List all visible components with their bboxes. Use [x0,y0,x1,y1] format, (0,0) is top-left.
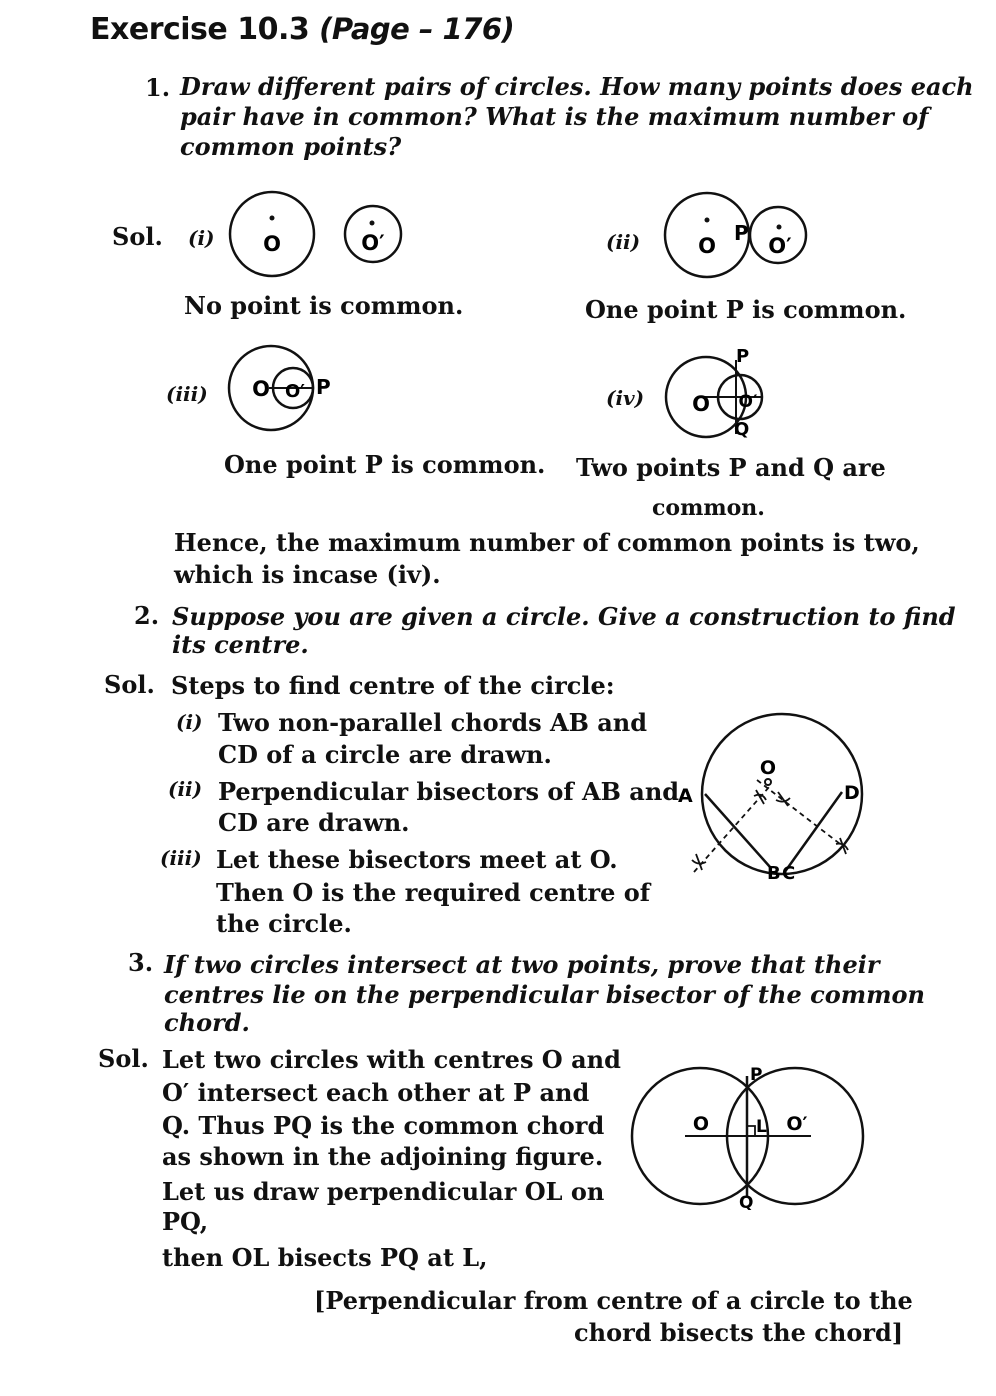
q1-conclusion-line-1: Hence, the maximum number of common points is two, [174,528,920,557]
q1-line-2: pair have in common? What is the maximum number of [180,102,929,131]
q1-number: 1. [145,73,171,102]
q3-line-2: centres lie on the perpendicular bisector of the common [164,980,925,1009]
q1-line-1: Draw different pairs of circles. How many points does each [180,72,974,101]
q1-sol-label: Sol. [112,222,163,251]
label-o-prime: O′ [284,381,306,402]
q2-step-2-line-2: CD are drawn. [218,808,410,837]
q3-body-line-5: Let us draw perpendicular OL on [162,1177,605,1206]
q2-number: 2. [134,601,160,630]
label-b: B [767,863,781,884]
label-o: O [692,1113,710,1135]
label-o-prime: O′ [786,1113,808,1135]
label-o-prime: O′ [768,234,792,258]
exercise-number: Exercise 10.3 [90,12,310,47]
bisector-ab [694,786,770,872]
case-iv-label: (iv) [606,386,645,410]
centre-dot [270,216,275,221]
q3-line-1: If two circles intersect at two points, prove that their [164,950,880,979]
label-a: A [678,785,693,807]
label-p: P [750,1065,763,1085]
q3-body-line-6: PQ, [162,1207,209,1236]
centre-point [765,779,771,785]
label-d: D [844,782,860,804]
label-o-prime: O′ [738,392,758,412]
construction-arcs [692,790,848,870]
case-ii-caption: One point P is common. [585,295,907,324]
q2-sol-label: Sol. [104,670,155,699]
q3-body-line-3: Q. Thus PQ is the common chord [162,1111,605,1140]
figure-intersecting-circles [625,1060,870,1210]
label-p: P [736,346,750,367]
figure-case-iii [225,340,345,436]
centre-dot-prime [370,221,375,226]
q2-step-1-line-1: Two non-parallel chords AB and [218,708,648,737]
page-reference: (Page – 176) [319,12,515,46]
q2-step-3-line-3: the circle. [216,909,352,938]
q2-intro: Steps to find centre of the circle: [171,671,615,700]
case-iv-caption-line-1: Two points P and Q are [576,453,886,482]
q3-sol-label: Sol. [98,1044,149,1073]
label-o: O [263,232,281,256]
q3-reason-line-1: [Perpendicular from centre of a circle to the [314,1286,913,1315]
case-iii-label: (iii) [166,382,208,406]
q3-body-line-4: as shown in the adjoining figure. [162,1142,604,1171]
case-iv-caption-line-2: common. [652,495,765,521]
case-iii-caption: One point P is common. [224,450,546,479]
label-c: C [782,863,796,884]
exercise-title [90,12,514,47]
case-ii-label: (ii) [606,230,641,254]
label-p: P [316,375,331,399]
q3-line-3: chord. [164,1008,250,1037]
label-l: L [756,1117,767,1137]
q3-number: 3. [128,948,154,977]
label-o: O [252,377,270,401]
figure-centre-construction [672,712,872,887]
case-i-caption: No point is common. [184,291,464,320]
q2-step-3-line-1: Let these bisectors meet at O. [216,845,618,874]
q2-step-2-label: (ii) [168,777,203,801]
q1-line-3: common points? [180,132,402,161]
figure-case-ii [655,190,815,280]
chord-ab [705,794,770,867]
label-o-prime: O′ [361,231,385,255]
label-p: P [734,221,749,245]
q3-body-line-2: O′ intersect each other at P and [162,1078,590,1107]
q2-step-3-line-2: Then O is the required centre of [216,878,651,907]
q2-line-1: Suppose you are given a circle. Give a construction to find [172,602,956,631]
case-i-label: (i) [188,226,215,250]
q3-reason-line-2: chord bisects the chord] [574,1318,904,1347]
q2-step-1-line-2: CD of a circle are drawn. [218,740,552,769]
given-circle [702,714,862,874]
label-o: O [692,392,710,416]
q2-step-3-label: (iii) [160,846,202,870]
chord-cd [784,792,842,873]
q3-body-line-7: then OL bisects PQ at L, [162,1243,488,1272]
q2-step-2-line-1: Perpendicular bisectors of AB and [218,777,680,806]
label-q: Q [739,1193,754,1210]
q1-conclusion-line-2: which is incase (iv). [174,560,441,589]
label-q: Q [734,419,750,440]
figure-case-i [225,190,410,280]
q2-line-2: its centre. [172,630,309,659]
centre-dot-prime [777,225,782,230]
centre-dot [705,218,710,223]
q3-body-line-1: Let two circles with centres O and [162,1045,621,1074]
label-o: O [698,234,716,258]
label-o: O [759,757,777,779]
bisector-cd [757,780,844,847]
q2-step-1-label: (i) [176,710,203,734]
figure-case-iv [650,345,780,440]
